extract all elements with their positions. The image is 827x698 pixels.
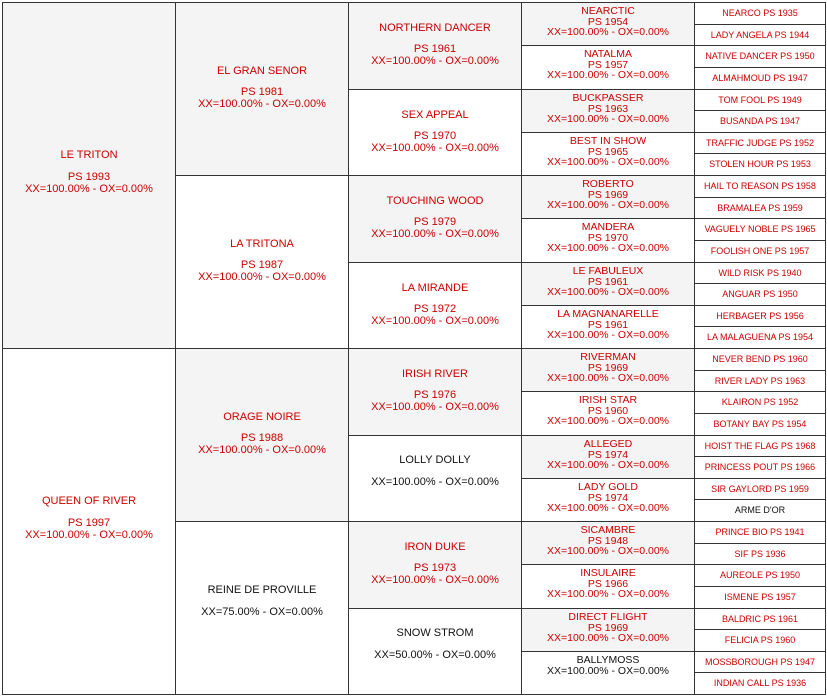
- horse-name[interactable]: NEARCTIC: [581, 5, 635, 17]
- horse-year: PS 1969: [587, 621, 629, 634]
- horse-name[interactable]: VAGUELY NOBLE PS 1965: [704, 224, 816, 234]
- horse-name[interactable]: FOOLISH ONE PS 1957: [710, 246, 810, 256]
- horse-name[interactable]: SEX APPEAL: [401, 109, 469, 121]
- horse-year: PS 1988: [240, 432, 284, 444]
- horse-xx-ox-stat: XX=100.00% - OX=0.00%: [547, 632, 669, 644]
- horse-year: PS 1965: [587, 145, 629, 158]
- horse-cell-busanda-ps-1947[interactable]: [694, 110, 826, 133]
- horse-cell-sif-ps-1936[interactable]: [694, 543, 826, 565]
- horse-cell-mossborough-ps-1947[interactable]: [694, 651, 826, 673]
- horse-cell-la-tritona[interactable]: [175, 175, 349, 349]
- horse-name[interactable]: HAIL TO REASON PS 1958: [704, 181, 816, 191]
- horse-cell-le-fabuleux[interactable]: [521, 262, 695, 306]
- horse-name[interactable]: BRAMALEA PS 1959: [717, 203, 803, 213]
- horse-name[interactable]: LE TRITON: [60, 149, 118, 161]
- horse-cell-riverman[interactable]: [521, 348, 695, 392]
- horse-name[interactable]: BUCKPASSER: [572, 92, 644, 104]
- horse-xx-ox-stat: XX=100.00% - OX=0.00%: [198, 98, 326, 110]
- horse-year: PS 1974: [587, 491, 629, 504]
- horse-cell-river-lady-ps-1963[interactable]: [694, 370, 826, 392]
- horse-cell-anguar-ps-1950[interactable]: [694, 283, 826, 306]
- horse-xx-ox-stat: XX=100.00% - OX=0.00%: [547, 156, 669, 168]
- horse-xx-ox-stat: XX=50.00% - OX=0.00%: [374, 649, 496, 661]
- horse-name[interactable]: INDIAN CALL PS 1936: [713, 678, 807, 688]
- horse-cell-irish-river[interactable]: [348, 348, 522, 436]
- horse-year: PS 1961: [587, 318, 629, 331]
- horse-xx-ox-stat: XX=100.00% - OX=0.00%: [371, 574, 499, 586]
- horse-year: PS 1972: [413, 303, 457, 315]
- horse-name[interactable]: SIF PS 1936: [734, 549, 786, 559]
- horse-cell-nearco-ps-1935[interactable]: [694, 2, 826, 25]
- horse-name[interactable]: LOLLY DOLLY: [399, 454, 471, 466]
- horse-year: PS 1960: [587, 404, 629, 417]
- horse-xx-ox-stat: XX=100.00% - OX=0.00%: [547, 415, 669, 427]
- horse-name[interactable]: HOIST THE FLAG PS 1968: [704, 441, 816, 451]
- horse-cell-la-magnanarelle[interactable]: [521, 305, 695, 349]
- horse-cell-alleged[interactable]: [521, 435, 695, 479]
- horse-cell-irish-star[interactable]: [521, 391, 695, 436]
- horse-name[interactable]: NORTHERN DANCER: [379, 22, 491, 34]
- horse-cell-sicambre[interactable]: [521, 521, 695, 565]
- horse-cell-ismene-ps-1957[interactable]: [694, 586, 826, 609]
- horse-year: PS 1963: [587, 102, 629, 115]
- horse-xx-ox-stat: XX=100.00% - OX=0.00%: [25, 183, 153, 195]
- horse-name[interactable]: ALMAHMOUD PS 1947: [712, 73, 808, 83]
- horse-cell-stolen-hour-ps-1953[interactable]: [694, 153, 826, 176]
- horse-xx-ox-stat: XX=100.00% - OX=0.00%: [547, 329, 669, 341]
- horse-year: PS 1993: [67, 171, 111, 183]
- horse-name[interactable]: MANDERA: [581, 221, 635, 233]
- horse-name[interactable]: LA MAGNANARELLE: [557, 308, 659, 320]
- horse-name[interactable]: HERBAGER PS 1956: [716, 311, 804, 321]
- horse-name[interactable]: ORAGE NOIRE: [223, 411, 301, 423]
- horse-cell-reine-de-proville[interactable]: [175, 521, 349, 695]
- horse-cell-hail-to-reason-ps-1958[interactable]: [694, 175, 826, 198]
- horse-cell-touching-wood[interactable]: [348, 175, 522, 263]
- horse-name[interactable]: IRON DUKE: [404, 541, 466, 553]
- horse-cell-buckpasser[interactable]: [521, 89, 695, 133]
- horse-year: PS 1973: [413, 562, 457, 574]
- horse-cell-baldric-ps-1961[interactable]: [694, 608, 826, 630]
- horse-xx-ox-stat: XX=100.00% - OX=0.00%: [198, 271, 326, 283]
- horse-year: PS 1969: [587, 361, 629, 374]
- horse-cell-botany-bay-ps-1954[interactable]: [694, 413, 826, 436]
- horse-cell-ballymoss[interactable]: [521, 651, 695, 695]
- horse-xx-ox-stat: XX=100.00% - OX=0.00%: [547, 664, 669, 677]
- horse-name[interactable]: TOM FOOL PS 1949: [718, 95, 802, 105]
- horse-name[interactable]: REINE DE PROVILLE: [207, 584, 317, 596]
- horse-xx-ox-stat: XX=100.00% - OX=0.00%: [547, 545, 669, 557]
- horse-cell-iron-duke[interactable]: [348, 521, 522, 609]
- horse-cell-aureole-ps-1950[interactable]: [694, 564, 826, 587]
- horse-year: PS 1976: [413, 389, 457, 401]
- horse-xx-ox-stat: XX=100.00% - OX=0.00%: [198, 444, 326, 456]
- horse-xx-ox-stat: XX=100.00% - OX=0.00%: [547, 113, 669, 125]
- horse-year: PS 1979: [413, 216, 457, 228]
- horse-xx-ox-stat: XX=100.00% - OX=0.00%: [547, 69, 669, 81]
- horse-name[interactable]: STOLEN HOUR PS 1953: [709, 159, 811, 169]
- horse-name[interactable]: ARME D'OR: [734, 505, 786, 515]
- horse-name[interactable]: RIVER LADY PS 1963: [714, 376, 806, 386]
- horse-xx-ox-stat: XX=100.00% - OX=0.00%: [547, 588, 669, 600]
- horse-xx-ox-stat: XX=100.00% - OX=0.00%: [371, 476, 499, 488]
- horse-cell-le-triton[interactable]: [2, 2, 176, 349]
- horse-cell-direct-flight[interactable]: [521, 608, 695, 652]
- horse-year: PS 1970: [587, 231, 629, 244]
- horse-cell-almahmoud-ps-1947[interactable]: [694, 67, 826, 90]
- horse-cell-orage-noire[interactable]: [175, 348, 349, 522]
- horse-cell-felicia-ps-1960[interactable]: [694, 629, 826, 652]
- horse-xx-ox-stat: XX=100.00% - OX=0.00%: [547, 459, 669, 471]
- horse-year: PS 1970: [413, 130, 457, 142]
- horse-cell-bramalea-ps-1959[interactable]: [694, 197, 826, 219]
- horse-name[interactable]: LADY GOLD: [578, 481, 638, 493]
- horse-cell-best-in-show[interactable]: [521, 132, 695, 176]
- horse-name[interactable]: MOSSBOROUGH PS 1947: [704, 657, 816, 667]
- horse-name[interactable]: BOTANY BAY PS 1954: [713, 419, 807, 429]
- horse-name[interactable]: QUEEN OF RIVER: [41, 495, 137, 507]
- horse-cell-la-malaguena-ps-1954[interactable]: [694, 326, 826, 349]
- horse-year: PS 1997: [67, 517, 111, 529]
- horse-cell-arme-d-or[interactable]: [694, 499, 826, 522]
- horse-name[interactable]: SIR GAYLORD PS 1959: [711, 484, 809, 494]
- horse-cell-sir-gaylord-ps-1959[interactable]: [694, 478, 826, 500]
- horse-name[interactable]: EL GRAN SENOR: [216, 65, 308, 77]
- horse-year: PS 1954: [587, 15, 629, 28]
- horse-name[interactable]: NATALMA: [583, 48, 633, 60]
- horse-year: PS 1966: [587, 577, 629, 590]
- horse-cell-tom-fool-ps-1949[interactable]: [694, 89, 826, 111]
- horse-xx-ox-stat: XX=100.00% - OX=0.00%: [371, 142, 499, 154]
- horse-cell-traffic-judge-ps-1952[interactable]: [694, 132, 826, 154]
- horse-cell-snow-strom[interactable]: [348, 608, 522, 695]
- horse-name[interactable]: WILD RISK PS 1940: [718, 268, 802, 278]
- horse-name[interactable]: NATIVE DANCER PS 1950: [705, 51, 815, 61]
- horse-name[interactable]: LA TRITONA: [230, 238, 294, 250]
- horse-cell-nearctic[interactable]: [521, 2, 695, 46]
- horse-name[interactable]: NEARCO PS 1935: [722, 8, 798, 18]
- horse-year: PS 1981: [240, 86, 284, 98]
- horse-xx-ox-stat: XX=100.00% - OX=0.00%: [547, 242, 669, 254]
- horse-cell-queen-of-river[interactable]: [2, 348, 176, 695]
- horse-name[interactable]: LE FABULEUX: [572, 265, 644, 277]
- horse-year: PS 1957: [587, 58, 629, 71]
- horse-cell-vaguely-noble-ps-1965[interactable]: [694, 218, 826, 241]
- horse-name[interactable]: BALLYMOSS: [576, 654, 640, 666]
- horse-cell-mandera[interactable]: [521, 218, 695, 263]
- horse-cell-native-dancer-ps-1950[interactable]: [694, 45, 826, 68]
- horse-xx-ox-stat: XX=100.00% - OX=0.00%: [371, 315, 499, 327]
- horse-cell-roberto[interactable]: [521, 175, 695, 219]
- horse-name[interactable]: TRAFFIC JUDGE PS 1952: [705, 138, 815, 148]
- horse-cell-indian-call-ps-1936[interactable]: [694, 672, 826, 695]
- horse-name[interactable]: BUSANDA PS 1947: [719, 116, 801, 126]
- horse-name[interactable]: NEVER BEND PS 1960: [712, 354, 808, 364]
- horse-xx-ox-stat: XX=100.00% - OX=0.00%: [547, 372, 669, 384]
- horse-cell-lady-gold[interactable]: [521, 478, 695, 522]
- horse-name[interactable]: LA MALAGUENA PS 1954: [706, 332, 814, 342]
- horse-xx-ox-stat: XX=100.00% - OX=0.00%: [371, 401, 499, 413]
- horse-name[interactable]: SNOW STROM: [396, 627, 474, 639]
- horse-cell-princess-pout-ps-1966[interactable]: [694, 456, 826, 479]
- horse-cell-lolly-dolly[interactable]: [348, 435, 522, 522]
- horse-name[interactable]: ROBERTO: [582, 178, 634, 190]
- horse-cell-el-gran-senor[interactable]: [175, 2, 349, 176]
- horse-name[interactable]: RIVERMAN: [580, 351, 636, 363]
- horse-name[interactable]: ALLEGED: [583, 438, 633, 450]
- horse-xx-ox-stat: XX=75.00% - OX=0.00%: [201, 606, 323, 618]
- horse-name[interactable]: LA MIRANDE: [401, 282, 469, 294]
- horse-name[interactable]: FELICIA PS 1960: [724, 635, 796, 645]
- horse-cell-klairon-ps-1952[interactable]: [694, 391, 826, 414]
- horse-xx-ox-stat: XX=100.00% - OX=0.00%: [547, 502, 669, 514]
- horse-xx-ox-stat: XX=100.00% - OX=0.00%: [547, 26, 669, 38]
- horse-cell-never-bend-ps-1960[interactable]: [694, 348, 826, 371]
- horse-cell-insulaire[interactable]: [521, 564, 695, 609]
- horse-name[interactable]: AUREOLE PS 1950: [719, 570, 801, 580]
- horse-cell-northern-dancer[interactable]: [348, 2, 522, 90]
- horse-xx-ox-stat: XX=100.00% - OX=0.00%: [371, 55, 499, 67]
- horse-cell-wild-risk-ps-1940[interactable]: [694, 262, 826, 284]
- horse-cell-herbager-ps-1956[interactable]: [694, 305, 826, 327]
- horse-name[interactable]: INSULAIRE: [580, 567, 636, 579]
- horse-name[interactable]: IRISH STAR: [578, 394, 638, 406]
- horse-year: PS 1974: [587, 448, 629, 461]
- horse-name[interactable]: PRINCESS POUT PS 1966: [704, 462, 816, 472]
- horse-name[interactable]: PRINCE BIO PS 1941: [715, 527, 805, 537]
- horse-name[interactable]: TOUCHING WOOD: [386, 195, 484, 207]
- horse-name[interactable]: SICAMBRE: [580, 524, 636, 536]
- horse-name[interactable]: BALDRIC PS 1961: [721, 614, 799, 624]
- horse-xx-ox-stat: XX=100.00% - OX=0.00%: [547, 199, 669, 211]
- horse-name[interactable]: IRISH RIVER: [401, 368, 468, 380]
- horse-cell-lady-angela-ps-1944[interactable]: [694, 24, 826, 46]
- horse-name[interactable]: BEST IN SHOW: [569, 135, 647, 147]
- horse-name[interactable]: ISMENE PS 1957: [724, 592, 796, 602]
- horse-name[interactable]: LADY ANGELA PS 1944: [710, 30, 810, 40]
- horse-cell-foolish-one-ps-1957[interactable]: [694, 240, 826, 263]
- horse-year: PS 1948: [587, 534, 629, 547]
- horse-name[interactable]: DIRECT FLIGHT: [568, 611, 648, 623]
- horse-cell-natalma[interactable]: [521, 45, 695, 90]
- horse-cell-sex-appeal[interactable]: [348, 89, 522, 176]
- horse-xx-ox-stat: XX=100.00% - OX=0.00%: [371, 228, 499, 240]
- horse-cell-prince-bio-ps-1941[interactable]: [694, 521, 826, 544]
- horse-name[interactable]: KLAIRON PS 1952: [721, 397, 799, 407]
- horse-cell-la-mirande[interactable]: [348, 262, 522, 349]
- horse-name[interactable]: ANGUAR PS 1950: [722, 289, 798, 299]
- horse-year: PS 1961: [413, 43, 457, 55]
- horse-year: PS 1969: [587, 188, 629, 201]
- horse-xx-ox-stat: XX=100.00% - OX=0.00%: [25, 529, 153, 541]
- horse-year: PS 1987: [240, 259, 284, 271]
- horse-xx-ox-stat: XX=100.00% - OX=0.00%: [547, 286, 669, 298]
- horse-cell-hoist-the-flag-ps-1968[interactable]: [694, 435, 826, 457]
- horse-year: PS 1961: [587, 275, 629, 288]
